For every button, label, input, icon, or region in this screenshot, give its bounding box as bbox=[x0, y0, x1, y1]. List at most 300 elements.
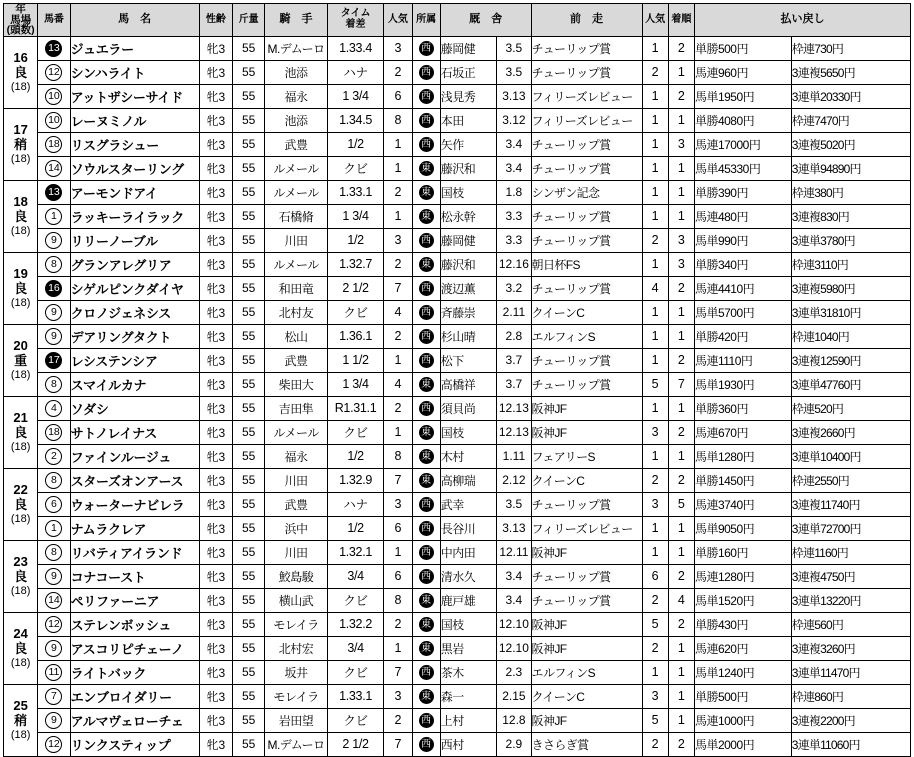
stable-cell: 黒岩 bbox=[440, 636, 496, 660]
horse-name-cell: シンハライト bbox=[70, 60, 199, 84]
popularity-cell: 2 bbox=[384, 324, 412, 348]
payout-type-cell: 単勝360円 bbox=[694, 396, 791, 420]
payout-amount-cell: 枠連860円 bbox=[791, 684, 910, 708]
weight-cell: 55 bbox=[232, 660, 264, 684]
previous-rank-cell: 1 bbox=[668, 60, 694, 84]
umaban-cell bbox=[38, 492, 70, 516]
jockey-cell: 武豊 bbox=[265, 492, 328, 516]
table-row bbox=[4, 180, 911, 204]
weight-cell: 55 bbox=[232, 444, 264, 468]
time-margin-cell: 1 3/4 bbox=[327, 372, 383, 396]
previous-rank-cell: 1 bbox=[668, 204, 694, 228]
belong-badge: 東 bbox=[419, 473, 434, 488]
payout-type-cell: 馬連4410円 bbox=[694, 276, 791, 300]
umaban-badge: 10 bbox=[45, 112, 62, 129]
payout-amount-cell: 枠連2550円 bbox=[791, 468, 910, 492]
previous-race-cell: 阪神JF bbox=[531, 636, 642, 660]
previous-rank-cell: 1 bbox=[668, 324, 694, 348]
table-row bbox=[4, 132, 911, 156]
payout-amount-cell: 枠連560円 bbox=[791, 612, 910, 636]
weight-cell: 55 bbox=[232, 180, 264, 204]
belong-cell bbox=[412, 684, 440, 708]
sex-age-cell: 牝3 bbox=[199, 468, 232, 492]
popularity-cell: 3 bbox=[384, 684, 412, 708]
umaban-cell bbox=[38, 636, 70, 660]
popularity-cell: 1 bbox=[384, 540, 412, 564]
weight-cell: 55 bbox=[232, 588, 264, 612]
umaban-badge: 9 bbox=[45, 640, 62, 657]
weight-cell: 55 bbox=[232, 564, 264, 588]
horse-name-cell: ファインルージュ bbox=[70, 444, 199, 468]
previous-rank-cell: 1 bbox=[668, 684, 694, 708]
stable-number-cell: 12.13 bbox=[497, 420, 531, 444]
belong-cell bbox=[412, 252, 440, 276]
header-time: タイム 着差 bbox=[327, 4, 383, 37]
popularity-cell: 3 bbox=[384, 228, 412, 252]
previous-popularity-cell: 2 bbox=[642, 228, 668, 252]
umaban-cell bbox=[38, 420, 70, 444]
table-row bbox=[4, 372, 911, 396]
sex-age-cell: 牝3 bbox=[199, 732, 232, 756]
belong-cell bbox=[412, 588, 440, 612]
previous-popularity-cell: 1 bbox=[642, 444, 668, 468]
umaban-badge: 13 bbox=[45, 40, 62, 57]
header-rank: 着順 bbox=[668, 4, 694, 37]
year-value: 19 bbox=[13, 265, 28, 281]
horse-name-cell: アルマヴェローチェ bbox=[70, 708, 199, 732]
field-size: (18) bbox=[10, 656, 31, 669]
previous-rank-cell: 2 bbox=[668, 468, 694, 492]
belong-badge: 西 bbox=[419, 665, 434, 680]
table-row bbox=[4, 660, 911, 684]
stable-cell: 上村 bbox=[440, 708, 496, 732]
time-margin-cell: ハナ bbox=[327, 60, 383, 84]
sex-age-cell: 牝3 bbox=[199, 228, 232, 252]
previous-race-cell: エルフィンS bbox=[531, 324, 642, 348]
previous-popularity-cell: 2 bbox=[642, 468, 668, 492]
previous-rank-cell: 2 bbox=[668, 348, 694, 372]
umaban-badge: 16 bbox=[45, 280, 62, 297]
previous-rank-cell: 2 bbox=[668, 36, 694, 60]
table-row bbox=[4, 228, 911, 252]
weight-cell: 55 bbox=[232, 300, 264, 324]
belong-cell bbox=[412, 60, 440, 84]
jockey-cell: 福永 bbox=[265, 84, 328, 108]
jockey-cell: ルメール bbox=[265, 156, 328, 180]
belong-badge: 西 bbox=[419, 113, 434, 128]
time-margin-cell: クビ bbox=[327, 588, 383, 612]
payout-amount-cell: 3連単11060円 bbox=[791, 732, 910, 756]
sex-age-cell: 牝3 bbox=[199, 660, 232, 684]
umaban-badge: 9 bbox=[45, 232, 62, 249]
table-row bbox=[4, 468, 911, 492]
payout-amount-cell: 3連複3260円 bbox=[791, 636, 910, 660]
popularity-cell: 7 bbox=[384, 660, 412, 684]
table-row bbox=[4, 252, 911, 276]
popularity-cell: 2 bbox=[384, 60, 412, 84]
table-body bbox=[4, 36, 911, 756]
previous-race-cell: チューリップ賞 bbox=[531, 156, 642, 180]
previous-popularity-cell: 1 bbox=[642, 516, 668, 540]
weight-cell: 55 bbox=[232, 684, 264, 708]
stable-cell: 藤沢和 bbox=[440, 156, 496, 180]
stable-number-cell: 2.8 bbox=[497, 324, 531, 348]
jockey-cell: M.デムーロ bbox=[265, 732, 328, 756]
jockey-cell: 浜中 bbox=[265, 516, 328, 540]
horse-name-cell: アーモンドアイ bbox=[70, 180, 199, 204]
payout-amount-cell: 3連単72700円 bbox=[791, 516, 910, 540]
table-row bbox=[4, 588, 911, 612]
stable-cell: 国枝 bbox=[440, 612, 496, 636]
previous-race-cell: 朝日杯FS bbox=[531, 252, 642, 276]
stable-cell: 中内田 bbox=[440, 540, 496, 564]
weight-cell: 55 bbox=[232, 228, 264, 252]
year-value: 16 bbox=[13, 49, 28, 65]
year-value: 23 bbox=[13, 553, 28, 569]
belong-cell bbox=[412, 372, 440, 396]
popularity-cell: 1 bbox=[384, 132, 412, 156]
previous-race-cell: チューリップ賞 bbox=[531, 588, 642, 612]
payout-type-cell: 馬単1930円 bbox=[694, 372, 791, 396]
track-condition: 良 bbox=[14, 280, 28, 296]
time-margin-cell: クビ bbox=[327, 660, 383, 684]
payout-amount-cell: 枠連520円 bbox=[791, 396, 910, 420]
belong-cell bbox=[412, 132, 440, 156]
belong-badge: 西 bbox=[419, 401, 434, 416]
belong-cell bbox=[412, 660, 440, 684]
belong-cell bbox=[412, 540, 440, 564]
jockey-cell: 川田 bbox=[265, 540, 328, 564]
belong-cell bbox=[412, 732, 440, 756]
track-condition: 重 bbox=[14, 352, 28, 368]
table-row bbox=[4, 348, 911, 372]
year-value: 18 bbox=[13, 193, 28, 209]
popularity-cell: 4 bbox=[384, 300, 412, 324]
umaban-cell bbox=[38, 108, 70, 132]
previous-race-cell: 阪神JF bbox=[531, 420, 642, 444]
previous-popularity-cell: 1 bbox=[642, 204, 668, 228]
previous-rank-cell: 1 bbox=[668, 636, 694, 660]
year-cell bbox=[4, 396, 38, 468]
previous-rank-cell: 4 bbox=[668, 588, 694, 612]
belong-badge: 東 bbox=[419, 593, 434, 608]
umaban-badge: 9 bbox=[45, 712, 62, 729]
stable-number-cell: 2.3 bbox=[497, 660, 531, 684]
horse-name-cell: コナコースト bbox=[70, 564, 199, 588]
popularity-cell: 1 bbox=[384, 204, 412, 228]
previous-popularity-cell: 2 bbox=[642, 636, 668, 660]
header-popularity: 人気 bbox=[384, 4, 412, 37]
umaban-cell bbox=[38, 684, 70, 708]
year-cell bbox=[4, 684, 38, 756]
jockey-cell: 石橋脩 bbox=[265, 204, 328, 228]
stable-cell: 須貝尚 bbox=[440, 396, 496, 420]
previous-race-cell: チューリップ賞 bbox=[531, 348, 642, 372]
sex-age-cell: 牝3 bbox=[199, 684, 232, 708]
field-size: (18) bbox=[10, 584, 31, 597]
umaban-badge: 7 bbox=[45, 688, 62, 705]
time-margin-cell: クビ bbox=[327, 420, 383, 444]
jockey-cell: 坂井 bbox=[265, 660, 328, 684]
field-size: (18) bbox=[10, 224, 31, 237]
belong-cell bbox=[412, 636, 440, 660]
track-condition: 良 bbox=[14, 496, 28, 512]
payout-type-cell: 馬単990円 bbox=[694, 228, 791, 252]
previous-rank-cell: 2 bbox=[668, 420, 694, 444]
year-value: 21 bbox=[13, 409, 28, 425]
table-header bbox=[4, 4, 911, 37]
belong-badge: 西 bbox=[419, 353, 434, 368]
horse-name-cell: リスグラシュー bbox=[70, 132, 199, 156]
year-cell bbox=[4, 36, 38, 108]
year-cell bbox=[4, 540, 38, 612]
belong-cell bbox=[412, 468, 440, 492]
year-cell bbox=[4, 324, 38, 396]
jockey-cell: 池添 bbox=[265, 108, 328, 132]
belong-cell bbox=[412, 516, 440, 540]
sex-age-cell: 牝3 bbox=[199, 132, 232, 156]
stable-cell: 渡辺薫 bbox=[440, 276, 496, 300]
payout-type-cell: 馬連1000円 bbox=[694, 708, 791, 732]
previous-race-cell: チューリップ賞 bbox=[531, 132, 642, 156]
previous-rank-cell: 1 bbox=[668, 540, 694, 564]
belong-badge: 西 bbox=[419, 737, 434, 752]
stable-cell: 矢作 bbox=[440, 132, 496, 156]
previous-popularity-cell: 6 bbox=[642, 564, 668, 588]
stable-cell: 鹿戸雄 bbox=[440, 588, 496, 612]
time-margin-cell: 1.32.7 bbox=[327, 252, 383, 276]
belong-badge: 西 bbox=[419, 65, 434, 80]
stable-cell: 武幸 bbox=[440, 492, 496, 516]
table-row bbox=[4, 564, 911, 588]
horse-name-cell: ライトバック bbox=[70, 660, 199, 684]
horse-name-cell: ペリファーニア bbox=[70, 588, 199, 612]
previous-race-cell: クイーンC bbox=[531, 300, 642, 324]
stable-number-cell: 3.2 bbox=[497, 276, 531, 300]
previous-popularity-cell: 4 bbox=[642, 276, 668, 300]
popularity-cell: 2 bbox=[384, 708, 412, 732]
previous-race-cell: チューリップ賞 bbox=[531, 492, 642, 516]
weight-cell: 55 bbox=[232, 612, 264, 636]
stable-number-cell: 1.8 bbox=[497, 180, 531, 204]
weight-cell: 55 bbox=[232, 420, 264, 444]
previous-popularity-cell: 1 bbox=[642, 108, 668, 132]
previous-popularity-cell: 2 bbox=[642, 60, 668, 84]
jockey-cell: 池添 bbox=[265, 60, 328, 84]
popularity-cell: 1 bbox=[384, 636, 412, 660]
previous-race-cell: フィリーズレビュー bbox=[531, 84, 642, 108]
umaban-cell bbox=[38, 180, 70, 204]
time-margin-cell: 1 3/4 bbox=[327, 204, 383, 228]
stable-cell: 藤岡健 bbox=[440, 228, 496, 252]
header-umaban: 馬番 bbox=[38, 4, 70, 37]
horse-name-cell: グランアレグリア bbox=[70, 252, 199, 276]
stable-cell: 長谷川 bbox=[440, 516, 496, 540]
track-condition: 良 bbox=[14, 208, 28, 224]
payout-amount-cell: 3連単31810円 bbox=[791, 300, 910, 324]
time-margin-cell: 1.34.5 bbox=[327, 108, 383, 132]
jockey-cell: ルメール bbox=[265, 180, 328, 204]
sex-age-cell: 牝3 bbox=[199, 300, 232, 324]
weight-cell: 55 bbox=[232, 156, 264, 180]
stable-number-cell: 2.15 bbox=[497, 684, 531, 708]
horse-name-cell: ラッキーライラック bbox=[70, 204, 199, 228]
time-margin-cell: ハナ bbox=[327, 492, 383, 516]
time-margin-cell: 1.32.2 bbox=[327, 612, 383, 636]
sex-age-cell: 牝3 bbox=[199, 516, 232, 540]
belong-badge: 東 bbox=[419, 641, 434, 656]
time-margin-cell: 1/2 bbox=[327, 132, 383, 156]
umaban-cell bbox=[38, 540, 70, 564]
belong-badge: 東 bbox=[419, 161, 434, 176]
jockey-cell: 武豊 bbox=[265, 348, 328, 372]
stable-cell: 森一 bbox=[440, 684, 496, 708]
year-cell bbox=[4, 108, 38, 180]
year-value: 25 bbox=[13, 697, 28, 713]
previous-popularity-cell: 5 bbox=[642, 612, 668, 636]
weight-cell: 55 bbox=[232, 84, 264, 108]
stable-cell: 松下 bbox=[440, 348, 496, 372]
table-row bbox=[4, 396, 911, 420]
year-cell bbox=[4, 252, 38, 324]
jockey-cell: ルメール bbox=[265, 252, 328, 276]
umaban-badge: 13 bbox=[45, 184, 62, 201]
popularity-cell: 7 bbox=[384, 732, 412, 756]
umaban-badge: 8 bbox=[45, 256, 62, 273]
time-margin-cell: 1.33.4 bbox=[327, 36, 383, 60]
payout-amount-cell: 枠連380円 bbox=[791, 180, 910, 204]
popularity-cell: 3 bbox=[384, 492, 412, 516]
horse-name-cell: ジュエラー bbox=[70, 36, 199, 60]
umaban-cell bbox=[38, 708, 70, 732]
previous-rank-cell: 1 bbox=[668, 156, 694, 180]
table-row bbox=[4, 684, 911, 708]
umaban-badge: 9 bbox=[45, 304, 62, 321]
table-row bbox=[4, 540, 911, 564]
previous-popularity-cell: 5 bbox=[642, 372, 668, 396]
umaban-badge: 1 bbox=[45, 520, 62, 537]
stable-number-cell: 3.12 bbox=[497, 108, 531, 132]
popularity-cell: 8 bbox=[384, 444, 412, 468]
belong-cell bbox=[412, 564, 440, 588]
umaban-cell bbox=[38, 444, 70, 468]
umaban-badge: 4 bbox=[45, 400, 62, 417]
popularity-cell: 3 bbox=[384, 36, 412, 60]
time-margin-cell: クビ bbox=[327, 300, 383, 324]
payout-type-cell: 単勝390円 bbox=[694, 180, 791, 204]
previous-popularity-cell: 1 bbox=[642, 324, 668, 348]
jockey-cell: 川田 bbox=[265, 468, 328, 492]
sex-age-cell: 牝3 bbox=[199, 372, 232, 396]
stable-cell: 石坂正 bbox=[440, 60, 496, 84]
year-value: 20 bbox=[13, 337, 28, 353]
time-margin-cell: 3/4 bbox=[327, 636, 383, 660]
sex-age-cell: 牝3 bbox=[199, 36, 232, 60]
table-row bbox=[4, 708, 911, 732]
sex-age-cell: 牝3 bbox=[199, 612, 232, 636]
payout-amount-cell: 3連複5980円 bbox=[791, 276, 910, 300]
payout-amount-cell: 3連単47760円 bbox=[791, 372, 910, 396]
header-jockey: 騎 手 bbox=[265, 4, 328, 37]
table-row bbox=[4, 420, 911, 444]
weight-cell: 55 bbox=[232, 276, 264, 300]
previous-popularity-cell: 1 bbox=[642, 252, 668, 276]
previous-popularity-cell: 2 bbox=[642, 732, 668, 756]
umaban-badge: 18 bbox=[45, 136, 62, 153]
belong-badge: 東 bbox=[419, 377, 434, 392]
stable-number-cell: 12.11 bbox=[497, 540, 531, 564]
field-size: (18) bbox=[10, 728, 31, 741]
header-horse: 馬 名 bbox=[70, 4, 199, 37]
umaban-cell bbox=[38, 252, 70, 276]
stable-cell: 杉山晴 bbox=[440, 324, 496, 348]
time-margin-cell: クビ bbox=[327, 156, 383, 180]
stable-cell: 本田 bbox=[440, 108, 496, 132]
horse-name-cell: シゲルピンクダイヤ bbox=[70, 276, 199, 300]
jockey-cell: 北村友 bbox=[265, 300, 328, 324]
payout-type-cell: 単勝430円 bbox=[694, 612, 791, 636]
previous-rank-cell: 1 bbox=[668, 108, 694, 132]
belong-cell bbox=[412, 300, 440, 324]
sex-age-cell: 牝3 bbox=[199, 348, 232, 372]
belong-cell bbox=[412, 324, 440, 348]
popularity-cell: 7 bbox=[384, 468, 412, 492]
stable-number-cell: 3.13 bbox=[497, 516, 531, 540]
belong-badge: 西 bbox=[419, 521, 434, 536]
umaban-badge: 12 bbox=[45, 64, 62, 81]
sex-age-cell: 牝3 bbox=[199, 636, 232, 660]
popularity-cell: 8 bbox=[384, 588, 412, 612]
table-row bbox=[4, 204, 911, 228]
previous-popularity-cell: 1 bbox=[642, 348, 668, 372]
stable-cell: 高橋祥 bbox=[440, 372, 496, 396]
weight-cell: 55 bbox=[232, 60, 264, 84]
belong-badge: 東 bbox=[419, 185, 434, 200]
previous-rank-cell: 3 bbox=[668, 228, 694, 252]
horse-name-cell: リンクスティップ bbox=[70, 732, 199, 756]
payout-amount-cell: 枠連730円 bbox=[791, 36, 910, 60]
payout-amount-cell: 3連単10400円 bbox=[791, 444, 910, 468]
weight-cell: 55 bbox=[232, 108, 264, 132]
stable-cell: 国枝 bbox=[440, 180, 496, 204]
previous-popularity-cell: 2 bbox=[642, 588, 668, 612]
time-margin-cell: 1.32.9 bbox=[327, 468, 383, 492]
year-value: 24 bbox=[13, 625, 28, 641]
jockey-cell: ルメール bbox=[265, 420, 328, 444]
weight-cell: 55 bbox=[232, 540, 264, 564]
stable-number-cell: 3.4 bbox=[497, 156, 531, 180]
sex-age-cell: 牝3 bbox=[199, 156, 232, 180]
payout-type-cell: 馬連1280円 bbox=[694, 564, 791, 588]
belong-badge: 西 bbox=[419, 281, 434, 296]
weight-cell: 55 bbox=[232, 468, 264, 492]
previous-popularity-cell: 5 bbox=[642, 708, 668, 732]
umaban-cell bbox=[38, 36, 70, 60]
previous-rank-cell: 5 bbox=[668, 492, 694, 516]
previous-race-cell: クイーンC bbox=[531, 684, 642, 708]
previous-popularity-cell: 1 bbox=[642, 36, 668, 60]
horse-name-cell: アスコリピチェーノ bbox=[70, 636, 199, 660]
time-margin-cell: 1 1/2 bbox=[327, 348, 383, 372]
year-value: 17 bbox=[13, 121, 28, 137]
weight-cell: 55 bbox=[232, 732, 264, 756]
umaban-cell bbox=[38, 300, 70, 324]
belong-badge: 西 bbox=[419, 713, 434, 728]
belong-badge: 西 bbox=[419, 89, 434, 104]
jockey-cell: 福永 bbox=[265, 444, 328, 468]
time-margin-cell: 2 1/2 bbox=[327, 732, 383, 756]
payout-type-cell: 馬単45330円 bbox=[694, 156, 791, 180]
